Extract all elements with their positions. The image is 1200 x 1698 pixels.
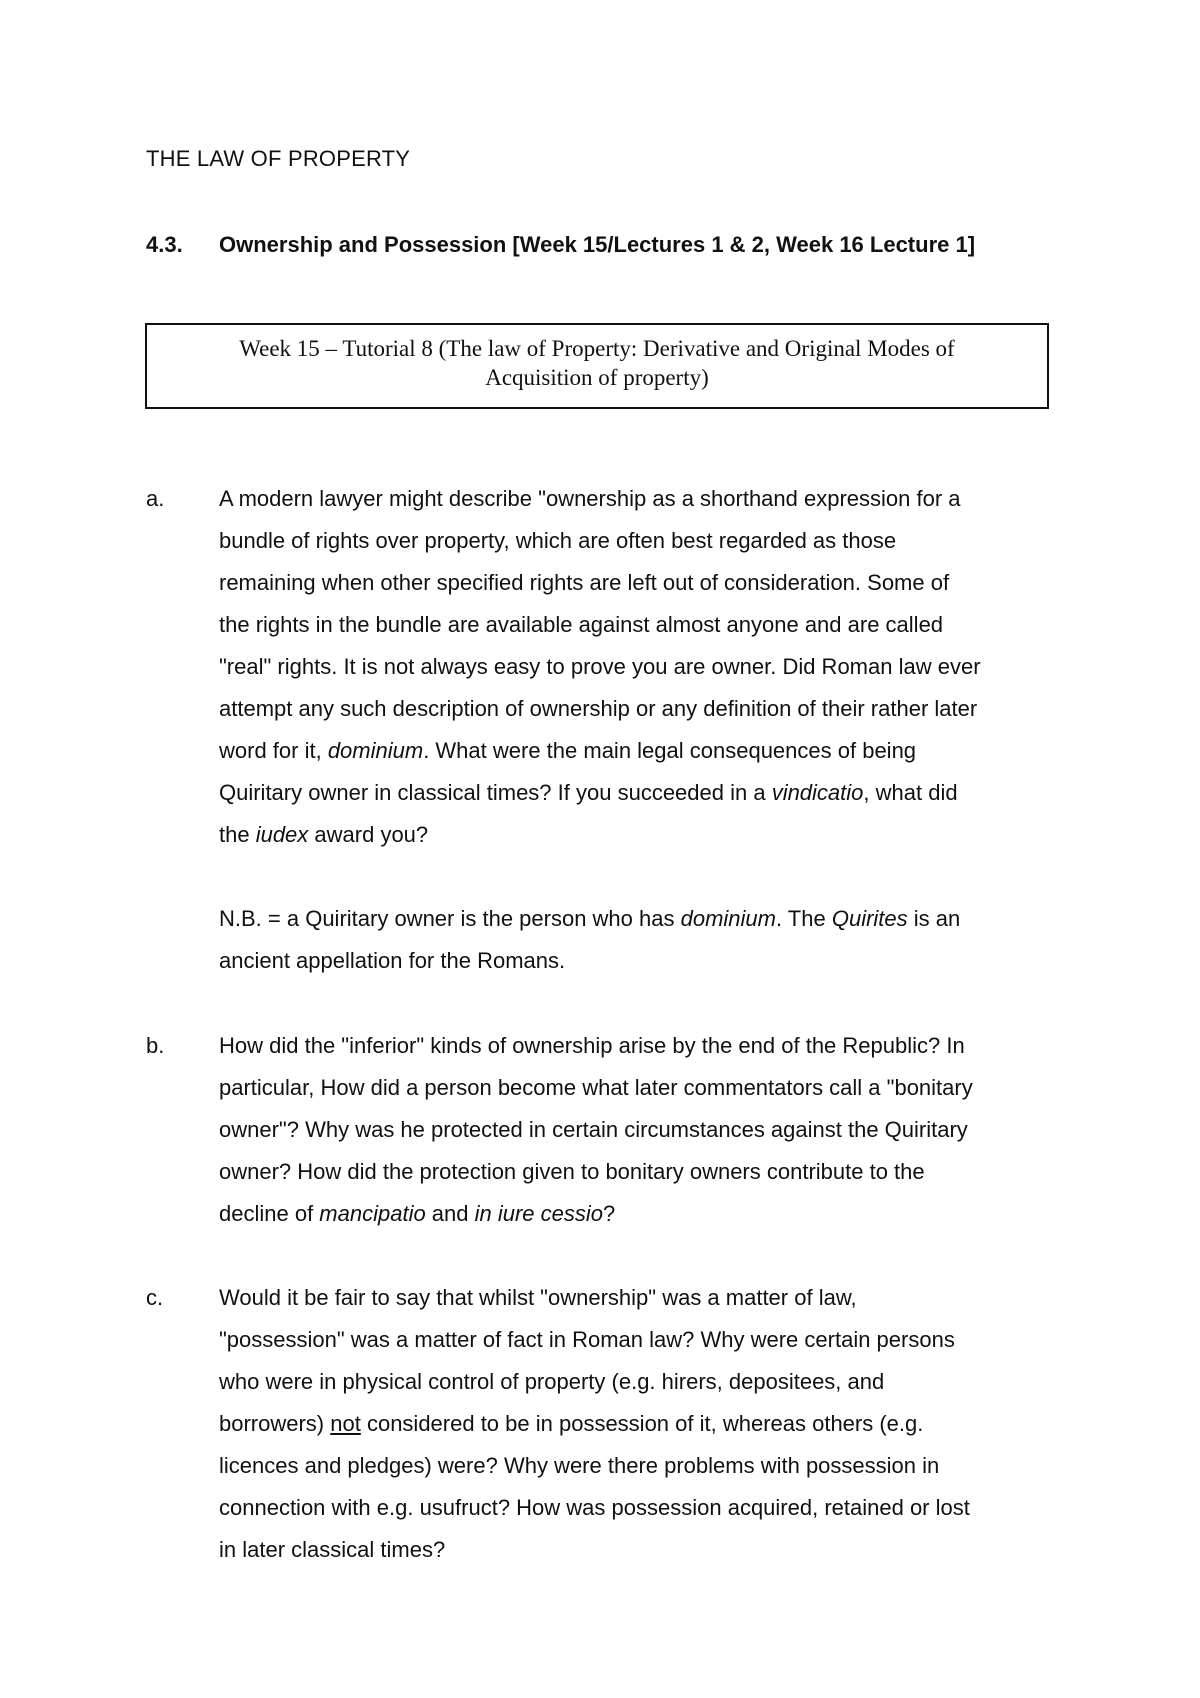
line-text: attempt any such description of ownership or any definition of their rather later <box>219 696 978 721</box>
question-letter: b. <box>146 1033 165 1058</box>
line-text: owner"? Why was he protected in certain circumstances against the Quiritary <box>219 1117 968 1142</box>
line-text: word for it, <box>219 738 328 763</box>
question-body <box>219 898 1086 982</box>
line-text: . What were the main legal consequences of being <box>423 738 917 763</box>
question-line <box>219 478 1086 520</box>
tutorial-box-line: Week 15 – Tutorial 8 (The law of Property: Derivative and Original Modes of <box>239 336 955 361</box>
question-line <box>219 730 1086 772</box>
line-text: and <box>425 1201 475 1226</box>
line-text: Quiritary owner in classical times? If you succeeded in a <box>219 780 772 805</box>
question-line <box>219 814 1086 856</box>
question-line <box>219 1319 1086 1361</box>
line-text: particular, How did a person become what later commentators call a "bonitary <box>219 1075 973 1100</box>
question-letter: a. <box>146 486 165 511</box>
italic-term: mancipatio <box>319 1201 426 1226</box>
line-text: bundle of rights over property, which are often best regarded as those <box>219 528 897 553</box>
italic-term: Quirites <box>831 906 908 931</box>
section-heading-text: Ownership and Possession [Week 15/Lectures 1 & 2, Week 16 Lecture 1] <box>219 232 976 257</box>
line-text: ? <box>603 1201 616 1226</box>
line-text: the <box>219 822 256 847</box>
question-line <box>219 1403 1086 1445</box>
line-text: , what did <box>863 780 958 805</box>
question-line <box>219 1109 1086 1151</box>
question-line <box>219 940 1086 982</box>
question-line <box>219 646 1086 688</box>
question-line <box>219 1277 1086 1319</box>
line-text: Would it be fair to say that whilst "ownership" was a matter of law, <box>219 1285 857 1310</box>
tutorial-box-line: Acquisition of property) <box>485 365 709 390</box>
question-a <box>146 478 1086 856</box>
question-letter: c. <box>146 1285 164 1310</box>
line-text: connection with e.g. usufruct? How was possession acquired, retained or lost <box>219 1495 970 1520</box>
question-line <box>219 1025 1086 1067</box>
question-line <box>219 520 1086 562</box>
question-line <box>219 1067 1086 1109</box>
line-text: owner? How did the protection given to bonitary owners contribute to the <box>219 1159 925 1184</box>
italic-term: dominium <box>680 906 776 931</box>
line-text: "possession" was a matter of fact in Roman law? Why were certain persons <box>219 1327 955 1352</box>
line-text: A modern lawyer might describe "ownership as a shorthand expression for a <box>219 486 961 511</box>
question-note <box>146 898 1086 982</box>
italic-term: iudex <box>255 822 309 847</box>
line-text: licences and pledges) were? Why were there problems with possession in <box>219 1453 940 1478</box>
italic-term: dominium <box>327 738 424 763</box>
line-text: award you? <box>308 822 429 847</box>
line-text: decline of <box>219 1201 320 1226</box>
line-text: considered to be in possession of it, whereas others (e.g. <box>360 1411 924 1436</box>
question-line <box>219 1193 1086 1235</box>
question-body <box>219 478 1086 856</box>
question-c <box>146 1277 1086 1571</box>
question-line <box>219 604 1086 646</box>
section-number: 4.3. <box>146 232 183 257</box>
question-body <box>219 1025 1086 1235</box>
line-text: the rights in the bundle are available against almost anyone and are called <box>219 612 944 637</box>
line-text: borrowers) <box>219 1411 331 1436</box>
question-b <box>146 1025 1086 1235</box>
line-text: How did the "inferior" kinds of ownership arise by the end of the Republic? In <box>219 1033 965 1058</box>
question-line <box>219 1361 1086 1403</box>
line-text: in later classical times? <box>219 1537 446 1562</box>
line-text: is an <box>907 906 961 931</box>
italic-term: vindicatio <box>771 780 864 805</box>
line-text: . The <box>775 906 832 931</box>
line-text: ancient appellation for the Romans. <box>219 948 566 973</box>
question-line <box>219 1445 1086 1487</box>
question-line <box>219 772 1086 814</box>
line-text: "real" rights. It is not always easy to prove you are owner. Did Roman law ever <box>219 654 981 679</box>
question-line <box>219 1487 1086 1529</box>
question-line <box>219 898 1086 940</box>
line-text: who were in physical control of property (e.g. hirers, depositees, and <box>219 1369 885 1394</box>
tutorial-box <box>145 323 1049 409</box>
question-line <box>219 1529 1086 1571</box>
document-title: THE LAW OF PROPERTY <box>146 146 411 171</box>
question-line <box>219 562 1086 604</box>
underlined-term: not <box>330 1411 361 1436</box>
question-body <box>219 1277 1086 1571</box>
line-text: remaining when other specified rights are left out of consideration. Some of <box>219 570 950 595</box>
question-line <box>219 688 1086 730</box>
italic-term: in iure cessio <box>474 1201 604 1226</box>
line-text: N.B. = a Quiritary owner is the person who has <box>219 906 681 931</box>
question-line <box>219 1151 1086 1193</box>
